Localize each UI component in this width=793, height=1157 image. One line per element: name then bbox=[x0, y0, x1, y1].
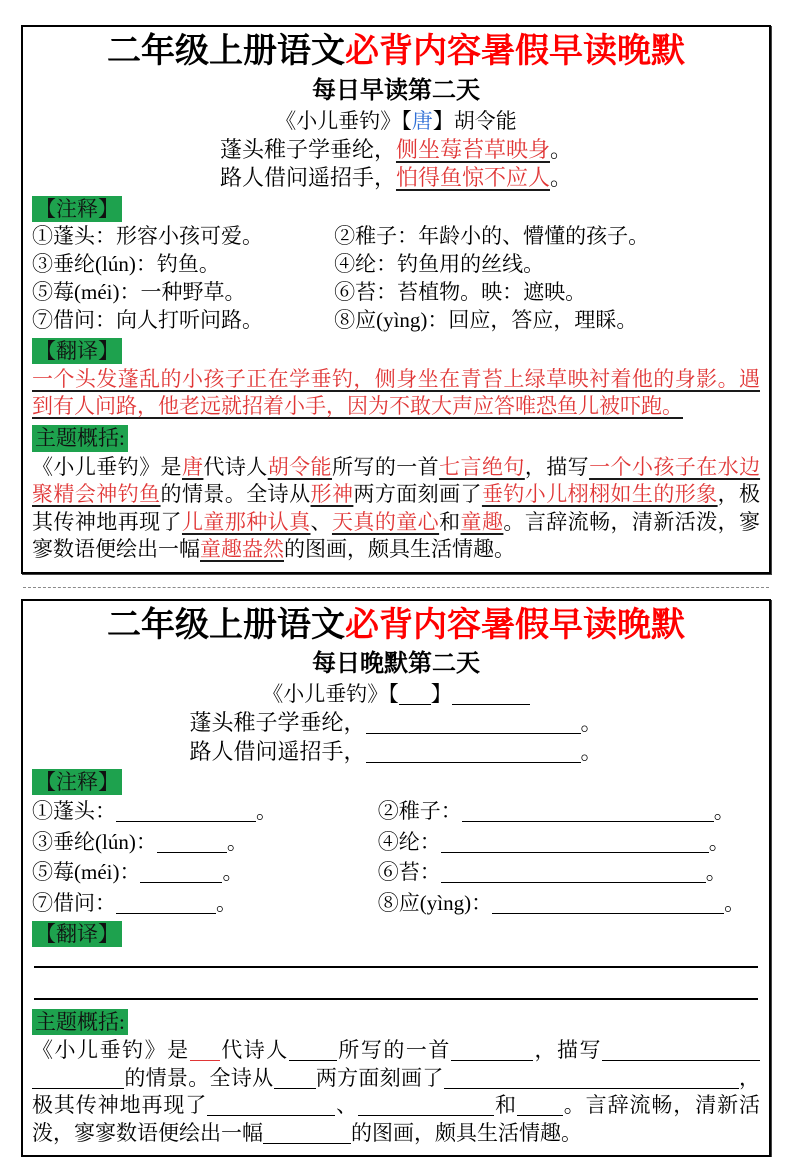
cut-line-divider bbox=[23, 587, 769, 588]
fill-in-blank bbox=[444, 1068, 739, 1089]
note-item-6: ⑥苔：苔植物。映：遮映。 bbox=[334, 279, 760, 307]
note-item-1: ①蓬头：形容小孩可爱。 bbox=[32, 223, 334, 251]
fill-in-blank bbox=[517, 1095, 563, 1116]
fill-in-blank bbox=[32, 1068, 124, 1089]
text-run: ，极其传神地再现了 bbox=[32, 482, 760, 534]
page-title bbox=[32, 31, 760, 74]
page-title-red: 必背内容暑假早读晚默 bbox=[345, 33, 685, 70]
fill-in-blank bbox=[140, 862, 222, 883]
text-run: 】胡令能 bbox=[433, 109, 517, 133]
fill-in-blank bbox=[366, 712, 581, 734]
text-run: 。言辞流畅，清新活泼，寥寥数语便绘出一幅 bbox=[32, 1093, 760, 1145]
summary-text bbox=[32, 454, 760, 564]
page-title-2 bbox=[32, 605, 760, 648]
text-run: 所写的一首 bbox=[332, 455, 439, 479]
note-item-3: ③垂纶(lún)：钓鱼。 bbox=[32, 251, 334, 279]
fill-in-blank bbox=[602, 1040, 760, 1061]
note-item-blank-7 bbox=[32, 888, 378, 918]
text-run: 两方面刻画了 bbox=[353, 482, 482, 506]
text-run: 路人借问遥招手， bbox=[220, 165, 396, 190]
text-run: 侧坐莓苔草映身 bbox=[396, 137, 550, 162]
text-run: 《小儿垂钓》【 bbox=[262, 682, 399, 706]
morning-reading-panel bbox=[21, 25, 771, 574]
notes-list bbox=[32, 223, 760, 335]
text-run: 胡令能 bbox=[268, 455, 332, 479]
fill-in-blank bbox=[492, 893, 724, 914]
poem-line-2 bbox=[32, 164, 760, 192]
text-run: 、 bbox=[335, 1093, 358, 1117]
translation-write-area bbox=[34, 950, 758, 1000]
fill-in-blank bbox=[116, 801, 256, 822]
text-run: 童趣盎然 bbox=[200, 537, 284, 561]
text-run: 和 bbox=[494, 1093, 517, 1117]
text-run: 《小儿垂钓》是 bbox=[32, 1038, 190, 1062]
note-item-blank-8 bbox=[378, 888, 760, 918]
note-item-blank-1 bbox=[32, 796, 378, 826]
page-title-2-red: 必背内容暑假早读晚默 bbox=[345, 607, 685, 644]
fill-in-blank bbox=[441, 862, 706, 883]
text-run: 。 bbox=[581, 710, 603, 735]
fill-in-blank bbox=[452, 684, 530, 705]
text-run: 《小儿垂钓》【 bbox=[275, 109, 412, 133]
text-run: 。 bbox=[227, 830, 248, 854]
fill-in-blank bbox=[399, 684, 431, 705]
translation-text: 一个头发蓬乱的小孩子正在学垂钓，侧身坐在青苔上绿草映衬着他的身影。遇到有人问路，他老远就招着小手，因为不敢大声应答唯恐鱼儿被吓跑。 bbox=[32, 366, 760, 421]
text-run: 。 bbox=[550, 165, 572, 190]
note-item-blank-2 bbox=[378, 796, 760, 826]
text-run: 代诗人 bbox=[203, 455, 267, 479]
poem-line-1 bbox=[32, 136, 760, 164]
text-run: 。 bbox=[724, 891, 745, 915]
text-run: ⑤莓(méi)： bbox=[32, 860, 140, 884]
notes-header-2: 【注释】 bbox=[32, 769, 122, 795]
text-run: 代诗人 bbox=[220, 1038, 289, 1062]
text-run: ②稚子： bbox=[378, 799, 462, 823]
text-run: 。言辞流畅，清新活泼，寥寥数语便绘出一幅 bbox=[32, 510, 760, 562]
poem-line-2-blank bbox=[32, 738, 760, 766]
fill-in-blank bbox=[358, 1095, 494, 1116]
text-run: 的图画，颇具生活情趣。 bbox=[351, 1121, 582, 1145]
poem-line-1-blank bbox=[32, 709, 760, 737]
note-item-blank-4 bbox=[378, 827, 760, 857]
fill-in-blank bbox=[263, 1123, 351, 1144]
text-run: 。 bbox=[714, 799, 735, 823]
summary-header-2: 主题概括: bbox=[32, 1009, 128, 1035]
fill-in-blank bbox=[190, 1040, 220, 1061]
text-run: 。 bbox=[216, 891, 237, 915]
fill-in-blank bbox=[441, 832, 709, 853]
translation-header-2: 【翻译】 bbox=[32, 921, 122, 947]
text-run: ⑥苔： bbox=[378, 860, 441, 884]
fill-in-blank bbox=[116, 893, 216, 914]
evening-dictation-panel bbox=[21, 599, 771, 1157]
text-run: 。 bbox=[581, 739, 603, 764]
notes-list-blank bbox=[32, 796, 760, 918]
text-run: ，极其传神地再现了 bbox=[32, 1066, 760, 1118]
fill-in-blank bbox=[274, 1068, 316, 1089]
text-run: 童趣 bbox=[461, 510, 504, 534]
text-run: 蓬头稚子学垂纶， bbox=[220, 137, 396, 162]
text-run: 垂钓小儿栩栩如生的形象 bbox=[482, 482, 718, 506]
note-item-blank-6 bbox=[378, 857, 760, 887]
note-item-8: ⑧应(yìng)：回应，答应，理睬。 bbox=[334, 307, 760, 335]
summary-text-blank bbox=[32, 1037, 760, 1147]
text-run: 唐 bbox=[182, 455, 203, 479]
summary-header: 主题概括: bbox=[32, 425, 128, 451]
text-run: 的情景。全诗从 bbox=[124, 1066, 274, 1090]
poem-title-blank bbox=[32, 681, 760, 708]
note-item-blank-3 bbox=[32, 827, 378, 857]
translation-write-line-2 bbox=[34, 968, 758, 1000]
note-item-5: ⑤莓(méi)：一种野草。 bbox=[32, 279, 334, 307]
fill-in-blank bbox=[451, 1040, 533, 1061]
notes-header: 【注释】 bbox=[32, 196, 122, 222]
page-title-black: 二年级上册语文 bbox=[107, 33, 345, 70]
note-item-7: ⑦借问：向人打听问路。 bbox=[32, 307, 334, 335]
text-run: 形神 bbox=[311, 482, 354, 506]
text-run: 一个小孩子在水边聚精会神钓鱼 bbox=[32, 455, 760, 507]
text-run: 。 bbox=[706, 860, 727, 884]
text-run: ③垂纶(lún)： bbox=[32, 830, 157, 854]
note-item-2: ②稚子：年龄小的、懵懂的孩子。 bbox=[334, 223, 760, 251]
note-item-4: ④纶：钓鱼用的丝线。 bbox=[334, 251, 760, 279]
text-run: 和 bbox=[439, 510, 460, 534]
text-run: 。 bbox=[222, 860, 243, 884]
text-run: 的情景。全诗从 bbox=[161, 482, 311, 506]
text-run: 。 bbox=[709, 830, 730, 854]
text-run: 《小儿垂钓》是 bbox=[32, 455, 182, 479]
text-run: 的图画，颇具生活情趣。 bbox=[284, 537, 515, 561]
evening-subtitle: 每日晚默第二天 bbox=[32, 649, 760, 679]
text-run: 两方面刻画了 bbox=[316, 1066, 444, 1090]
text-run: 路人借问遥招手， bbox=[189, 739, 365, 764]
text-run: 怕得鱼惊不应人 bbox=[396, 165, 550, 190]
text-run: 蓬头稚子学垂纶， bbox=[189, 710, 365, 735]
text-run: ，描写 bbox=[525, 455, 589, 479]
text-run: 儿童那种认真 bbox=[182, 510, 311, 534]
text-run: 唐 bbox=[412, 109, 433, 133]
fill-in-blank bbox=[366, 741, 581, 763]
text-run: 。 bbox=[550, 137, 572, 162]
translation-header: 【翻译】 bbox=[32, 338, 122, 364]
text-run: 天真的童心 bbox=[332, 510, 439, 534]
fill-in-blank bbox=[289, 1040, 337, 1061]
text-run: ④纶： bbox=[378, 830, 441, 854]
text-run: ⑦借问： bbox=[32, 891, 116, 915]
text-run: ⑧应(yìng)： bbox=[378, 891, 492, 915]
text-run: ，描写 bbox=[533, 1038, 602, 1062]
text-run: 所写的一首 bbox=[337, 1038, 451, 1062]
text-run: 】 bbox=[431, 682, 452, 706]
text-run: 、 bbox=[311, 510, 332, 534]
page-title-2-black: 二年级上册语文 bbox=[107, 607, 345, 644]
fill-in-blank bbox=[462, 801, 714, 822]
note-item-blank-5 bbox=[32, 857, 378, 887]
poem-title bbox=[32, 108, 760, 135]
morning-subtitle: 每日早读第二天 bbox=[32, 76, 760, 106]
text-run: ①蓬头： bbox=[32, 799, 116, 823]
text-run: 。 bbox=[256, 799, 277, 823]
text-run: 七言绝句 bbox=[439, 455, 525, 479]
fill-in-blank bbox=[207, 1095, 335, 1116]
translation-write-line-1 bbox=[34, 950, 758, 968]
fill-in-blank bbox=[157, 832, 227, 853]
